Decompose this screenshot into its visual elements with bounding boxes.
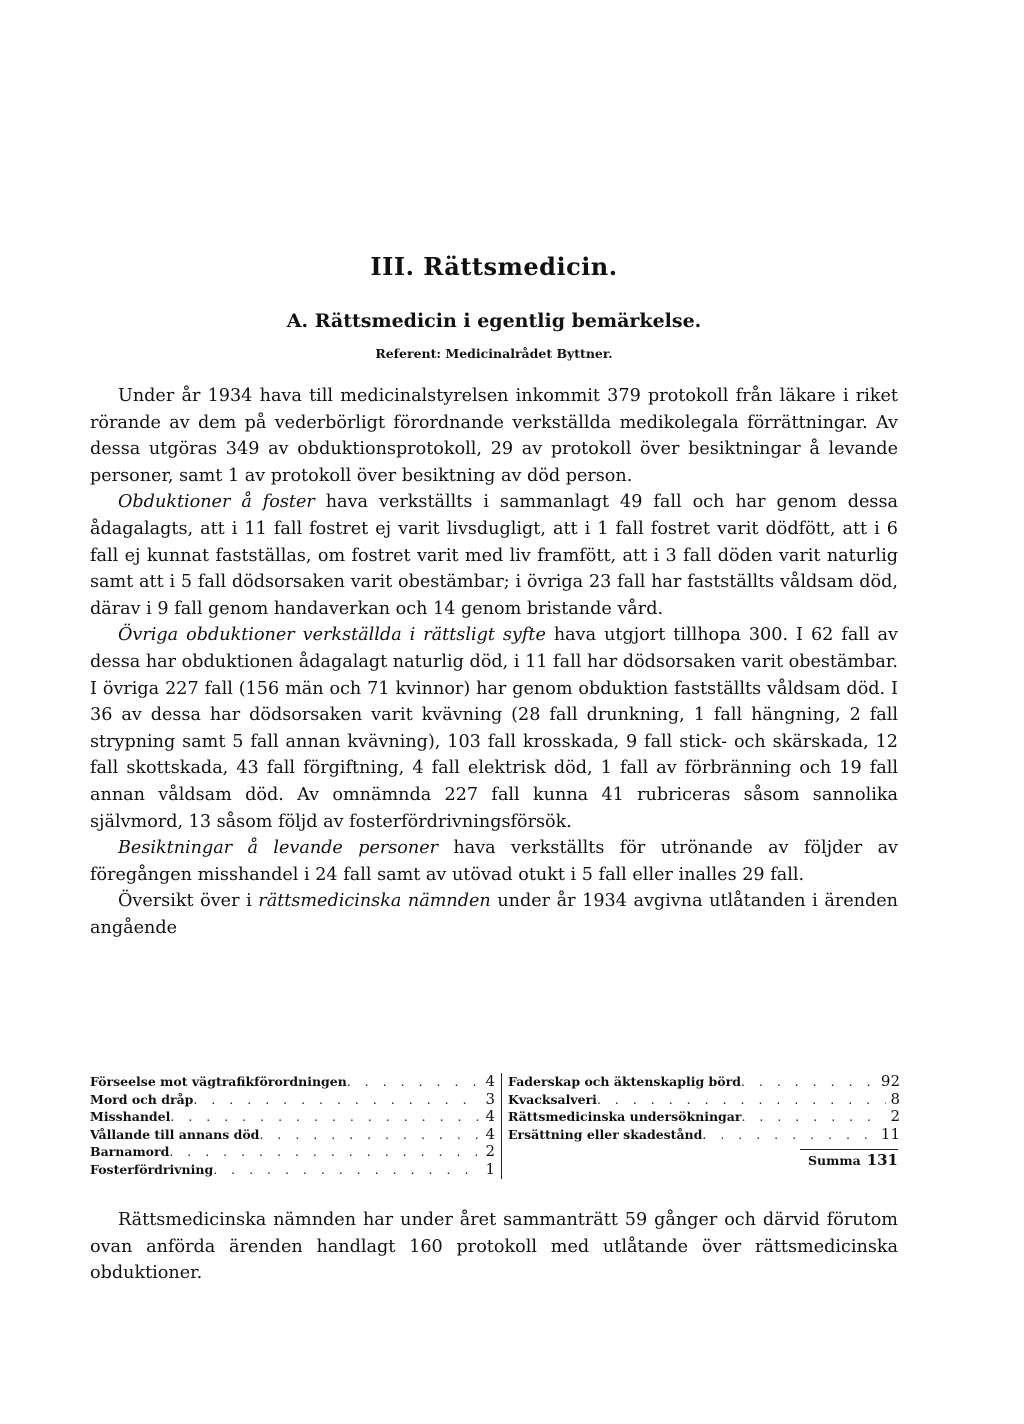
table-row-label: Rättsmedicinska undersökningar — [508, 1109, 742, 1125]
chapter-heading: III. Rättsmedicin. — [370, 252, 618, 281]
section-heading: A. Rättsmedicin i egentlig bemärkelse. — [286, 310, 702, 332]
table-row — [508, 1073, 900, 1091]
leader-dots — [170, 1108, 481, 1126]
table-row-value: 2 — [890, 1108, 900, 1126]
leader-dots — [347, 1073, 482, 1091]
table-row-value: 4 — [485, 1125, 495, 1143]
table-row-label: Barnamord — [90, 1144, 170, 1160]
table-row-label: Förseelse mot vägtrafikförordningen — [90, 1074, 347, 1089]
paragraph-other-autopsies-text: hava utgjort tillhopa 300. I 62 fall av dessa har obduktionen ådagalagt naturlig död, i 11 fall har dödsorsaken varit obestämbar. I övriga 227 fall (156 män och 71 kvinnor) har genom obduktion fastställts våldsam död. I 36 av dessa har dödsorsaken varit kvävning (28 fall drunkning, 1 fall hängning, 2 fall strypning samt 5 fall annan kvävning), 103 fall krosskada, 9 fall stick- och skärskada, 12 fall skottskada, 43 fall förgiftning, 4 fall elektrisk död, 1 fall av förbränning och 19 fall annan våldsam död. Av omnämnda 227 fall kunna 41 rubriceras såsom sannolika självmord, 13 såsom följd av fosterfördrivningsförsök. — [90, 625, 898, 832]
sum-rule — [800, 1149, 898, 1150]
leader-dots — [702, 1126, 877, 1144]
table-row-label: Kvacksalveri — [508, 1091, 597, 1107]
leader-dots — [597, 1091, 887, 1109]
statements-table-left-column — [90, 1073, 502, 1179]
table-row-value: 11 — [880, 1125, 900, 1143]
table-row-value: 92 — [880, 1073, 900, 1090]
paragraph-overview — [90, 888, 898, 941]
table-row-value: 3 — [485, 1090, 495, 1108]
paragraph-overview-board: rättsmedicinska nämnden — [258, 891, 491, 912]
table-row — [90, 1108, 495, 1126]
table-row-value: 8 — [890, 1090, 900, 1108]
table-row-label: Mord och dråp — [90, 1091, 194, 1107]
table-row-label: Fosterfördrivning — [90, 1161, 214, 1177]
sum-row — [508, 1152, 900, 1170]
table-row-value: 4 — [485, 1108, 495, 1126]
paragraph-fetal-autopsies-lead: Obduktioner å foster — [118, 492, 315, 513]
paragraph-other-autopsies — [90, 622, 898, 835]
paragraph-overview-start: Översikt över i — [118, 891, 259, 912]
paragraph-fetal-autopsies — [90, 489, 898, 622]
table-row — [508, 1091, 900, 1109]
table-row-label: Misshandel — [90, 1109, 171, 1125]
leader-dots — [259, 1126, 481, 1144]
leader-dots — [741, 1108, 886, 1126]
paragraph-other-autopsies-lead: Övriga obduktioner verkställda i rättsligt syfte — [118, 625, 546, 646]
table-row-label: Vållande till annans död — [90, 1126, 260, 1142]
table-row-value: 4 — [485, 1073, 495, 1090]
paragraph-living-examinations-lead: Besiktningar å levande personer — [118, 838, 439, 859]
table-row — [90, 1161, 495, 1179]
leader-dots — [741, 1073, 877, 1091]
leader-dots — [193, 1091, 481, 1109]
paragraph-living-examinations — [90, 835, 898, 888]
table-row-value: 2 — [485, 1143, 495, 1161]
table-row-value: 1 — [485, 1160, 495, 1178]
table-row — [90, 1091, 495, 1109]
paragraph-fetal-autopsies-text: hava verkställts i sammanlagt 49 fall och har genom dessa ådagalagts, att i 11 fall fostret ej varit livsdugligt, att i 1 fall fostret varit dödfött, att i 6 fall ej kunnat fastställas, om fostret varit med liv framfött, att i 3 fall döden varit naturlig samt att i 5 fall dödsorsaken varit obestämbar; i övriga 23 fall har fastställts våldsam död, därav i 9 fall genom handaverkan och 14 genom bristande vård. — [90, 492, 898, 619]
closing-text — [90, 1207, 898, 1287]
referent-line: Referent: Medicinalrådet Byttner. — [375, 346, 613, 361]
paragraph-protocols: Under år 1934 hava till medicinalstyrelsen inkommit 379 protokoll från läkare i riket rörande av dem på vederbörligt förordnande verkställda medikolegala förrättningar. Av dessa utgöras 349 av obduktionsprotokoll, 29 av protokoll över besiktningar å levande personer, samt 1 av protokoll över besiktning av död person. — [90, 386, 898, 486]
paragraph-living-examinations-text: hava verkställts för utrönande av följder av föregången misshandel i 24 fall samt av utövad otukt i 5 fall eller inalles 29 fall. — [90, 838, 898, 885]
statements-table-right-column — [508, 1073, 900, 1170]
table-row — [508, 1126, 900, 1144]
table-row — [90, 1073, 495, 1091]
table-row-label: Ersättning eller skadestånd — [508, 1126, 703, 1142]
sum-label: Summa — [808, 1153, 861, 1169]
paragraph-closing: Rättsmedicinska nämnden har under året sammanträtt 59 gånger och därvid förutom ovan anförda ärenden handlagt 160 protokoll med utlåtande över rättsmedicinska obduktioner. — [90, 1210, 898, 1284]
table-row — [508, 1108, 900, 1126]
paragraph-overview-text: under år 1934 avgivna utlåtanden i ärenden angående — [90, 891, 898, 938]
body-text — [90, 383, 898, 941]
leader-dots — [213, 1161, 481, 1179]
leader-dots — [169, 1143, 481, 1161]
table-row — [90, 1126, 495, 1144]
sum-value: 131 — [866, 1151, 898, 1170]
table-row — [90, 1143, 495, 1161]
table-row-label: Faderskap och äktenskaplig börd — [508, 1074, 741, 1089]
